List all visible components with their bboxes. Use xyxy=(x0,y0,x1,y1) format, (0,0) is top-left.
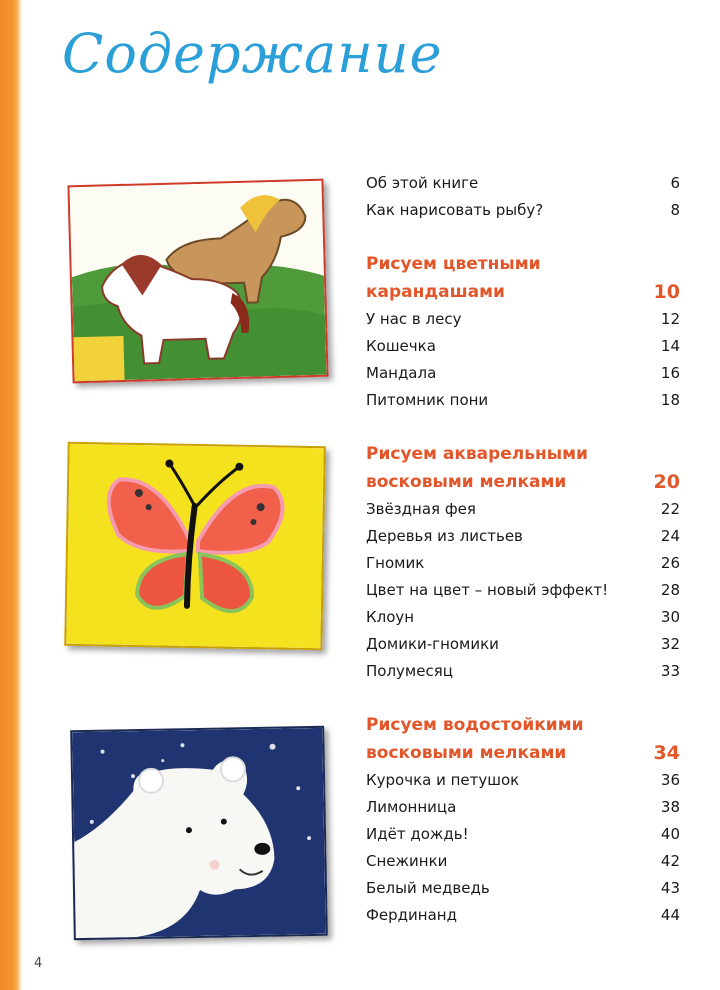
page-number: 4 xyxy=(34,956,43,971)
section-title-line2: восковыми мелками xyxy=(366,472,567,492)
toc-entry-page: 43 xyxy=(660,879,680,897)
section-title-line1: Рисуем цветными xyxy=(366,254,541,274)
toc-entry-label: Идёт дождь! xyxy=(366,825,469,843)
toc-entry-page: 40 xyxy=(660,825,680,843)
toc-entry-label: Белый медведь xyxy=(366,879,490,897)
toc-entry-label: Курочка и петушок xyxy=(366,771,520,789)
toc-entry[interactable] xyxy=(366,554,680,572)
section-page: 10 xyxy=(653,281,680,303)
toc-entry[interactable] xyxy=(366,581,680,599)
toc-entry[interactable] xyxy=(366,798,680,816)
toc-section-heading[interactable] xyxy=(366,250,680,306)
toc-entry-label: Мандала xyxy=(366,364,437,382)
toc-entry[interactable] xyxy=(366,879,680,897)
toc-entry-page: 38 xyxy=(660,798,680,816)
polar-bear-illustration xyxy=(70,726,328,940)
toc-entry[interactable] xyxy=(366,771,680,789)
section-title-line1: Рисуем водостойкими xyxy=(366,715,584,735)
toc-entry-page: 42 xyxy=(660,852,680,870)
toc-entry[interactable] xyxy=(366,852,680,870)
toc-entry-page: 26 xyxy=(660,554,680,572)
toc-entry-page: 6 xyxy=(670,174,680,192)
toc-entry-page: 36 xyxy=(660,771,680,789)
ponies-illustration xyxy=(67,179,328,384)
orange-page-edge xyxy=(0,0,22,990)
toc-entry-page: 8 xyxy=(670,201,680,219)
toc-entry-label: Об этой книге xyxy=(366,174,479,192)
toc-entry[interactable] xyxy=(366,906,680,924)
toc-entry-label: Кошечка xyxy=(366,337,436,355)
toc-entry-page: 14 xyxy=(660,337,680,355)
toc-entry[interactable] xyxy=(366,608,680,626)
toc-entry-label: Цвет на цвет – новый эффект! xyxy=(366,581,609,599)
toc-entry-page: 16 xyxy=(660,364,680,382)
toc-entry-page: 44 xyxy=(660,906,680,924)
toc-entry-page: 32 xyxy=(660,635,680,653)
toc-entry-label: Гномик xyxy=(366,554,425,572)
toc-entry-page: 28 xyxy=(660,581,680,599)
toc-entry[interactable] xyxy=(366,825,680,843)
toc-section-heading[interactable] xyxy=(366,440,680,496)
toc-entry[interactable] xyxy=(366,635,680,653)
toc-entry-page: 18 xyxy=(660,391,680,409)
toc-entry[interactable] xyxy=(366,201,680,219)
toc-entry[interactable] xyxy=(366,662,680,680)
toc-entry-label: Полумесяц xyxy=(366,662,453,680)
section-page: 34 xyxy=(653,742,680,764)
section-page: 20 xyxy=(653,471,680,493)
toc-section-heading[interactable] xyxy=(366,711,680,767)
toc-entry-label: Фердинанд xyxy=(366,906,457,924)
toc-entry-page: 24 xyxy=(660,527,680,545)
toc-entry-label: Питомник пони xyxy=(366,391,489,409)
toc-entry[interactable] xyxy=(366,337,680,355)
page-title: Содержание xyxy=(62,22,443,85)
toc-entry-page: 22 xyxy=(660,500,680,518)
butterfly-illustration xyxy=(64,442,326,650)
toc-entry-page: 30 xyxy=(660,608,680,626)
section-title-line2: восковыми мелками xyxy=(366,743,567,763)
toc-entry[interactable] xyxy=(366,364,680,382)
toc-entry-label: Деревья из листьев xyxy=(366,527,523,545)
section-title-line2: карандашами xyxy=(366,282,505,302)
toc-entry[interactable] xyxy=(366,310,680,328)
toc-entry[interactable] xyxy=(366,391,680,409)
toc-entry-label: Домики-гномики xyxy=(366,635,499,653)
toc-entry-label: Лимонница xyxy=(366,798,457,816)
section-title-line1: Рисуем акварельными xyxy=(366,444,588,464)
toc-entry-label: Клоун xyxy=(366,608,415,626)
toc-entry-label: Снежинки xyxy=(366,852,448,870)
toc-entry-page: 12 xyxy=(660,310,680,328)
toc-entry[interactable] xyxy=(366,527,680,545)
toc-entry-label: У нас в лесу xyxy=(366,310,462,328)
toc-entry-label: Как нарисовать рыбу? xyxy=(366,201,544,219)
toc-entry[interactable] xyxy=(366,500,680,518)
toc-entry-page: 33 xyxy=(660,662,680,680)
toc-entry[interactable] xyxy=(366,174,680,192)
toc-entry-label: Звёздная фея xyxy=(366,500,476,518)
